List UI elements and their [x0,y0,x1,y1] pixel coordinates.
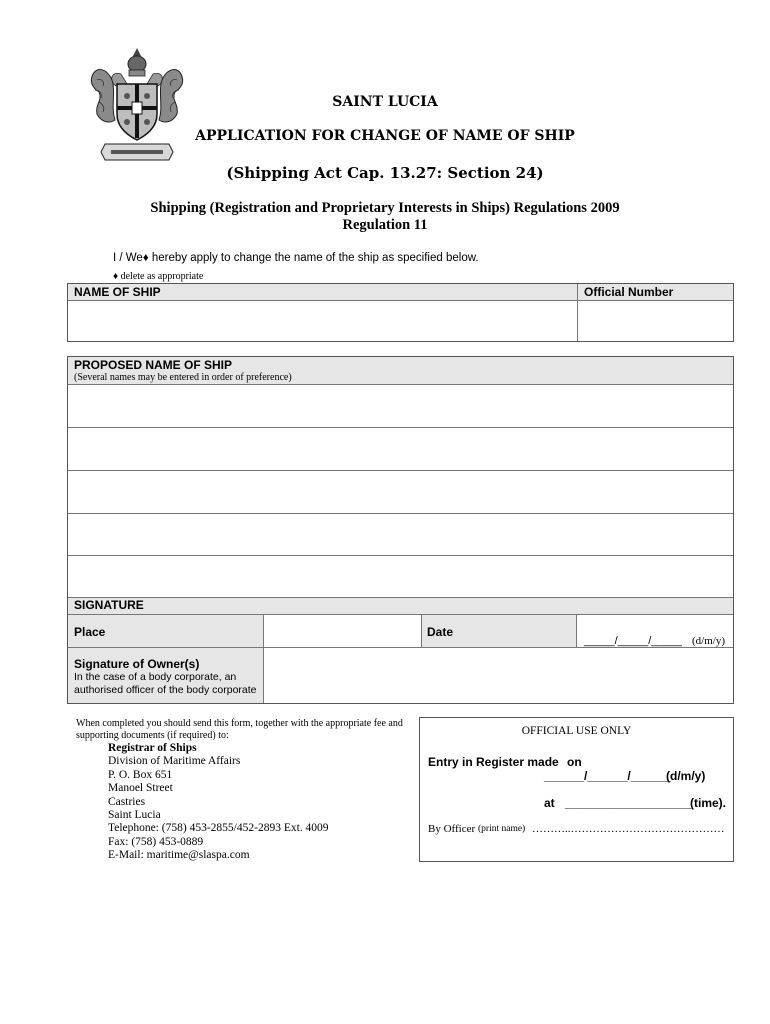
address-line: Division of Maritime Affairs [108,755,241,768]
time-label: (time). [690,796,726,810]
telephone: Telephone: (758) 453-2855/452-2893 Ext. 4009 [108,822,329,835]
officer-name-field[interactable]: ………..…………………………………… [532,823,725,835]
send-instructions-line-2: supporting documents (if required) to: [76,730,229,741]
addressee: Registrar of Ships [108,742,197,754]
address-line: P. O. Box 651 [108,768,173,781]
proposed-name-table [67,356,734,704]
official-use-title: OFFICIAL USE ONLY [521,725,632,737]
name-of-ship-label: NAME OF SHIP [74,285,161,299]
form-title: APPLICATION FOR CHANGE OF NAME OF SHIP [195,128,575,144]
official-number-label: Official Number [584,285,674,299]
proposed-name-field-5[interactable] [68,556,733,596]
owner-note-line-2: authorised officer of the body corporate [74,684,257,696]
official-number-field[interactable] [579,302,731,340]
print-name-label: (print name) [478,824,526,834]
name-of-ship-field[interactable] [70,302,575,340]
owner-note-line-1: In the case of a body corporate, an [74,671,237,683]
entry-in-register-label: Entry in Register made [428,755,559,769]
signature-section-label: SIGNATURE [74,598,144,612]
fax: Fax: (758) 453-0889 [108,835,204,848]
send-instructions [76,718,416,742]
intro-text: I / We♦ hereby apply to change the name of the ship as specified below. [113,252,479,264]
name-of-ship-table [67,283,734,342]
proposed-name-field-1[interactable] [68,385,733,427]
address-line: Saint Lucia [108,809,161,822]
at-label: at [544,796,555,810]
date-label: Date [427,625,454,639]
regulation-number: Regulation 11 [342,217,428,233]
regulations-title: Shipping (Registration and Proprietary Interests in Ships) Regulations 2009 [150,200,620,216]
official-use-box [419,717,734,862]
date-format-label: (d/m/y) [692,635,725,647]
proposed-name-field-2[interactable] [68,428,733,470]
country-title: SAINT LUCIA [332,94,438,110]
proposed-name-field-3[interactable] [68,471,733,513]
saint-lucia-coat-of-arms-icon [85,44,189,164]
register-time-field[interactable]: ___________________ [565,796,692,810]
address-line: Castries [108,795,146,808]
register-date-field[interactable]: ______/______/______ [544,769,671,783]
owner-signature-field[interactable] [265,649,731,702]
proposed-name-field-4[interactable] [68,514,733,555]
address-line: Manoel Street [108,782,173,795]
register-date-format: (d/m/y) [666,769,706,783]
place-field[interactable] [265,616,420,646]
act-reference: (Shipping Act Cap. 13.27: Section 24) [226,164,544,182]
on-label: on [567,755,582,769]
place-label: Place [74,625,106,639]
proposed-name-label: PROPOSED NAME OF SHIP [74,358,233,372]
by-officer-label: By Officer [428,823,476,835]
email: E-Mail: maritime@slaspa.com [108,849,250,862]
delete-note: ♦ delete as appropriate [113,271,204,282]
address-block [108,742,408,863]
proposed-name-note: (Several names may be entered in order of preference) [74,372,292,383]
date-field[interactable]: _____/_____/_____ [584,635,682,647]
send-instructions-line-1: When completed you should send this form, together with the appropriate fee and [76,718,403,729]
owner-signature-label: Signature of Owner(s) [74,657,200,671]
